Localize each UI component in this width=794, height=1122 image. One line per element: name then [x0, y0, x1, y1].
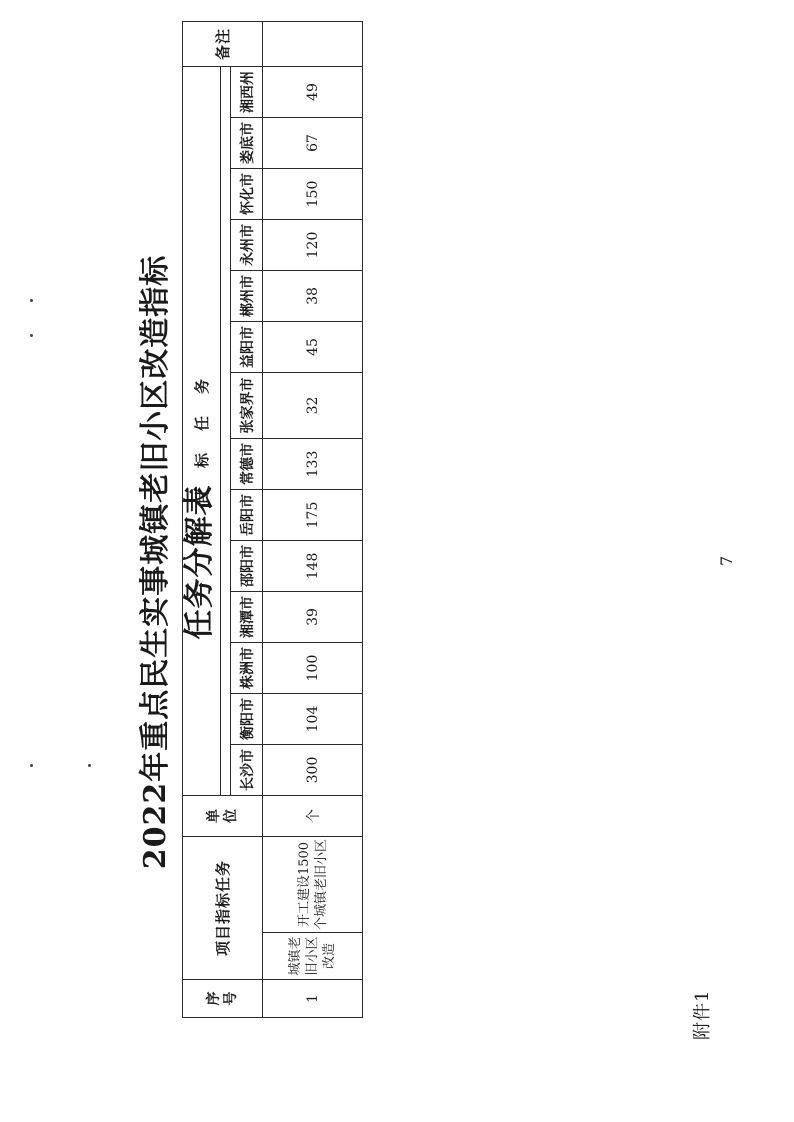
attachment-label: 附件1: [692, 989, 713, 1040]
city-header: 益阳市: [231, 322, 263, 373]
header-seq: 序号: [183, 980, 263, 1018]
row-value: 38: [263, 271, 363, 322]
city-header: 永州市: [231, 220, 263, 271]
row-value: 45: [263, 322, 363, 373]
row-value: 67: [263, 118, 363, 169]
document-title: 2022年重点民生实事城镇老旧小区改造指标任务分解表: [138, 254, 217, 870]
row-value: 175: [263, 490, 363, 541]
city-header: 衡阳市: [231, 694, 263, 745]
city-header: 郴州市: [231, 271, 263, 322]
scan-speck: [30, 299, 33, 302]
city-header: 张家界市: [231, 373, 263, 439]
city-header: 湘西州: [231, 67, 263, 118]
header-project: 项目指标任务: [183, 837, 263, 980]
header-remark: 备注: [183, 22, 263, 67]
page-number: 7: [717, 555, 736, 566]
row-value: 104: [263, 694, 363, 745]
city-header: 邵阳市: [231, 541, 263, 592]
city-header: 长沙市: [231, 745, 263, 796]
city-header: 娄底市: [231, 118, 263, 169]
city-header: 岳阳市: [231, 490, 263, 541]
row-project: 城镇老旧小区改造: [263, 933, 363, 980]
row-value: 32: [263, 373, 363, 439]
header-target: 目标任务: [183, 67, 221, 796]
city-header: 怀化市: [231, 169, 263, 220]
scan-speck: [88, 764, 91, 767]
row-value: 148: [263, 541, 363, 592]
city-header: 湘潭市: [231, 592, 263, 643]
task-table: [182, 21, 363, 1018]
row-value: 300: [263, 745, 363, 796]
scan-speck: [30, 764, 33, 767]
row-unit: 个: [263, 796, 363, 837]
row-value: 49: [263, 67, 363, 118]
row-task: 开工建设1500个城镇老旧小区: [263, 837, 363, 933]
row-value: 133: [263, 439, 363, 490]
city-header: 株洲市: [231, 643, 263, 694]
row-value: 39: [263, 592, 363, 643]
table-row: [263, 22, 363, 1018]
row-value: 100: [263, 643, 363, 694]
city-header: 常德市: [231, 439, 263, 490]
row-value: 150: [263, 169, 363, 220]
scan-speck: [30, 334, 33, 337]
row-seq: 1: [263, 980, 363, 1018]
header-unit: 单位: [183, 796, 263, 837]
row-remark: [263, 22, 363, 67]
row-value: 120: [263, 220, 363, 271]
